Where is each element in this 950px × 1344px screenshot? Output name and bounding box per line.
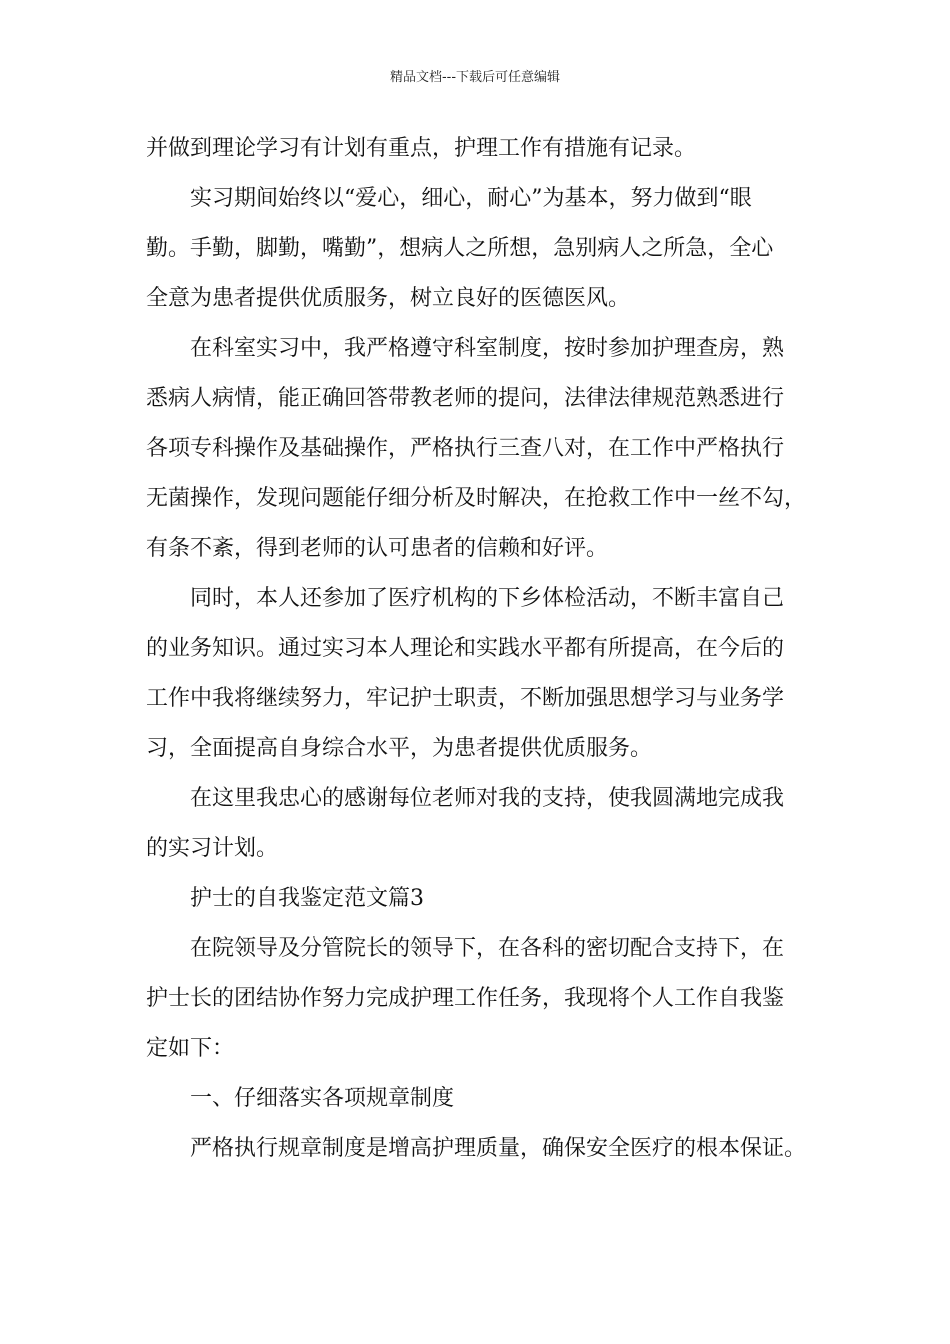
page-header: 精品文档---下载后可任意编辑 [389,70,561,85]
text-line: 各项专科操作及基础操作，严格执行三查八对，在工作中严格执行 [146,436,785,461]
text-line: 全意为患者提供优质服务，树立良好的医德医风。 [146,286,631,311]
text-line: 实习期间始终以“爱心，细心，耐心”为基本，努力做到“眼 [190,186,752,211]
text-line: 护士长的团结协作努力完成护理工作任务，我现将个人工作自我鉴 [146,986,785,1011]
text-line: 有条不紊，得到老师的认可患者的信赖和好评。 [146,536,609,561]
text-line: 的实习计划。 [146,836,279,861]
text-line: 在院领导及分管院长的领导下，在各科的密切配合支持下，在 [190,936,785,961]
text-line: 同时，本人还参加了医疗机构的下乡体检活动，不断丰富自己 [190,586,785,611]
text-line: 悉病人病情，能正确回答带教老师的提问，法律法律规范熟悉进行 [146,386,785,411]
text-line: 的业务知识。通过实习本人理论和实践水平都有所提高，在今后的 [146,636,785,661]
text-line: 工作中我将继续努力，牢记护士职责，不断加强思想学习与业务学 [146,686,785,711]
text-line: 无菌操作，发现问题能仔细分析及时解决，在抢救工作中一丝不勾， [146,486,807,511]
subsection-title: 一、仔细落实各项规章制度 [190,1086,455,1111]
text-line: 勤。手勤，脚勤，嘴勤”，想病人之所想，急别病人之所急，全心 [146,236,774,261]
text-line: 定如下： [146,1036,235,1061]
section-title: 护士的自我鉴定范文篇3 [190,886,424,911]
text-line: 在这里我忠心的感谢每位老师对我的支持，使我圆满地完成我 [190,786,785,811]
text-line: 并做到理论学习有计划有重点，护理工作有措施有记录。 [146,136,697,161]
text-line: 习，全面提高自身综合水平，为患者提供优质服务。 [146,736,653,761]
text-line: 在科室实习中，我严格遵守科室制度，按时参加护理查房，熟 [190,336,785,361]
text-line: 严格执行规章制度是增高护理质量，确保安全医疗的根本保证。 [190,1136,807,1161]
